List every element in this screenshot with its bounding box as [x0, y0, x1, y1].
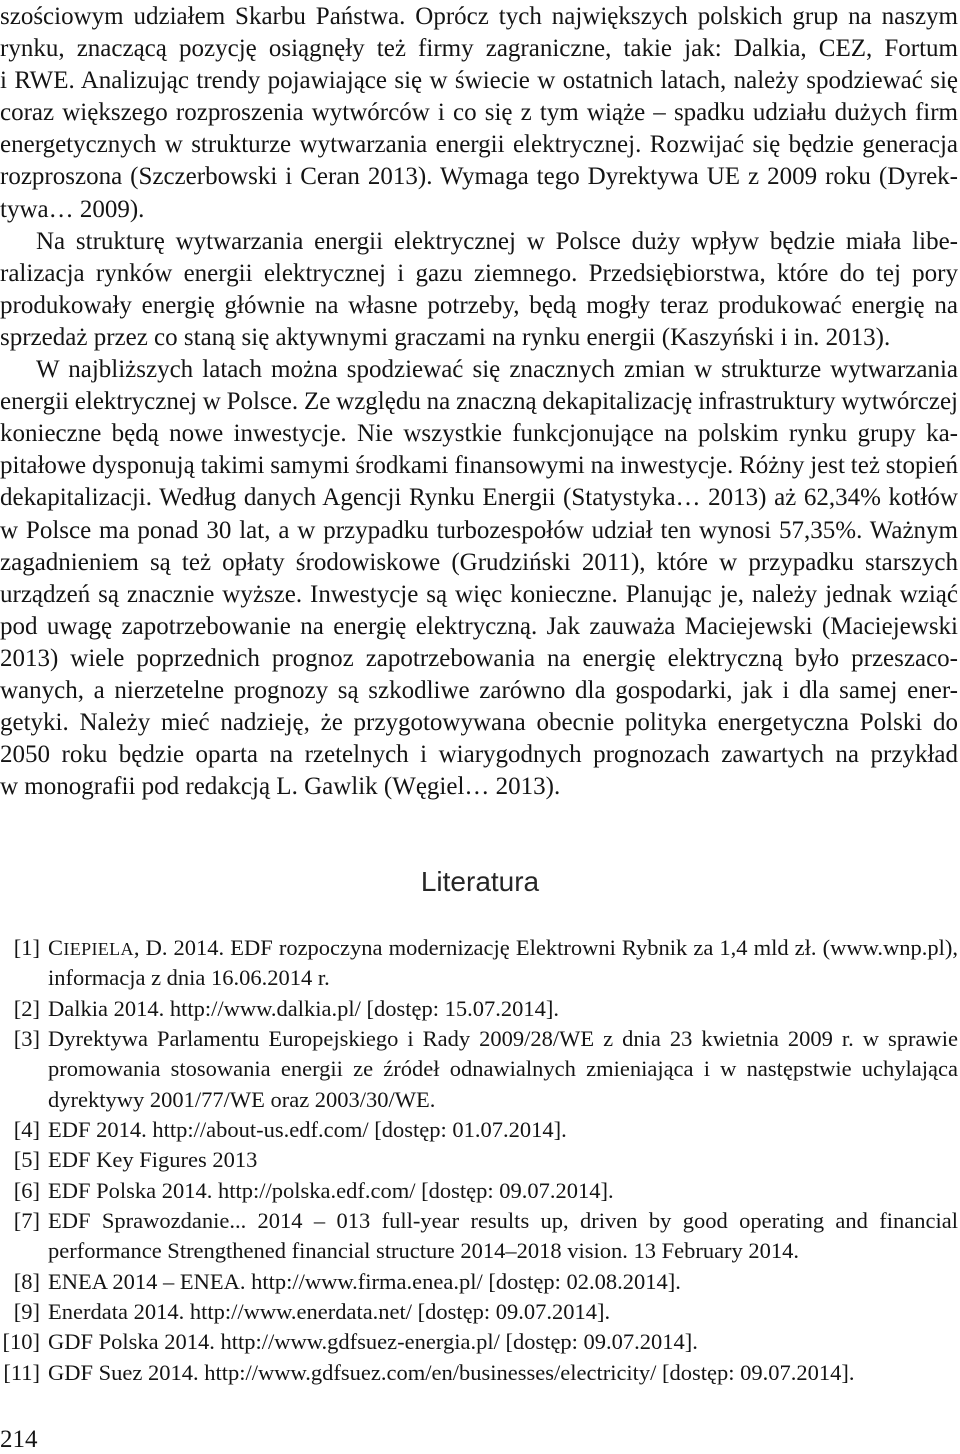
- body-line: energetycznych w strukturze wytwarzania energii elektrycznej. Rozwijać się będzie generacja: [0, 131, 958, 159]
- body-line: konieczne będą nowe inwestycje. Nie wszystkie funkcjonujące na polskim rynku grupy ka-: [0, 420, 958, 448]
- reference-line: [48, 1358, 958, 1388]
- reference-line-text: EDF Polska 2014. http://polska.edf.com/ [dostęp: 09.07.2014].: [48, 1177, 614, 1203]
- body-line: dekapitalizacji. Według danych Agencji Rynku Energii (Statystyka… 2013) aż 62,34% kotłów: [0, 484, 958, 512]
- reference-line: [48, 1085, 958, 1115]
- body-text: [0, 1, 958, 803]
- reference-text: [48, 1145, 958, 1175]
- reference-item: [0, 1145, 958, 1175]
- reference-line: [48, 1267, 958, 1297]
- reference-author: CIEPIELA: [48, 934, 134, 960]
- references-list: [0, 933, 958, 1388]
- body-line: 2050 roku będzie oparta na rzetelnych i wiarygodnych prognozach zawartych na przykład: [0, 741, 958, 769]
- body-line: getyki. Należy mieć nadzieję, że przygotowywana obecnie polityka energetyczna Polski do: [0, 709, 958, 737]
- body-line: W najbliższych latach można spodziewać się znacznych zmian w strukturze wytwarzania: [36, 356, 958, 384]
- reference-line: [48, 1327, 958, 1357]
- reference-line: [48, 1115, 958, 1145]
- reference-line-text: Enerdata 2014. http://www.enerdata.net/ [dostęp: 09.07.2014].: [48, 1299, 611, 1325]
- reference-line: [48, 1176, 958, 1206]
- reference-line: [48, 963, 958, 993]
- reference-line: [48, 994, 958, 1024]
- reference-number: [11]: [3, 1359, 40, 1385]
- reference-line: [48, 1297, 958, 1327]
- body-line: w Polsce ma ponad 30 lat, a w przypadku turbozespołów udział ten wynosi 57,35%. Ważnym: [0, 516, 958, 544]
- reference-item: [0, 1206, 958, 1267]
- reference-text: [48, 1024, 958, 1115]
- reference-number: [9]: [13, 1299, 40, 1325]
- reference-line-text: informacja z dnia 16.06.2014 r.: [48, 965, 330, 991]
- reference-text: [48, 1176, 958, 1206]
- reference-number: [1]: [13, 934, 40, 960]
- reference-line-text: , D. 2014. EDF rozpoczyna modernizację Elektrowni Rybnik za 1,4 mld zł. (www.wnp.pl),: [133, 934, 958, 960]
- body-line: ralizacja rynków energii elektrycznej i gazu ziemnego. Przedsiębiorstwa, które do tej pory: [0, 259, 958, 287]
- reference-number: [4]: [13, 1116, 40, 1142]
- reference-line-text: dyrektywy 2001/77/WE oraz 2003/30/WE.: [48, 1086, 436, 1112]
- reference-number: [5]: [13, 1147, 40, 1173]
- reference-line-text: Dyrektywa Parlamentu Europejskiego i Rady 2009/28/WE z dnia 23 kwietnia 2009 r. w sprawie: [48, 1025, 958, 1051]
- reference-item: [0, 1176, 958, 1206]
- reference-line: [48, 1024, 958, 1054]
- body-line: Na strukturę wytwarzania energii elektrycznej w Polsce duży wpływ będzie miała libe-: [36, 227, 958, 255]
- reference-text: [48, 1358, 958, 1388]
- references-heading: Literatura: [420, 866, 540, 897]
- paragraph: [0, 1, 958, 226]
- reference-text: [48, 933, 958, 994]
- reference-line-text: GDF Polska 2014. http://www.gdfsuez-energia.pl/ [dostęp: 09.07.2014].: [48, 1329, 698, 1355]
- reference-text: [48, 1297, 958, 1327]
- reference-item: [0, 1327, 958, 1357]
- body-line: w monografii pod redakcją L. Gawlik (Węgiel… 2013).: [0, 773, 561, 801]
- body-line: pitałowe dysponują takimi samymi środkami finansowymi na inwestycje. Różny jest też stopień: [0, 452, 958, 480]
- body-line: pod uwagę zapotrzebowanie na energię elektryczną. Jak zauważa Maciejewski (Maciejewski: [0, 612, 958, 640]
- reference-number: [3]: [13, 1025, 40, 1051]
- paragraph: [0, 226, 958, 354]
- reference-line-text: EDF 2014. http://about-us.edf.com/ [dostęp: 01.07.2014].: [48, 1116, 567, 1142]
- reference-line-text: EDF Key Figures 2013: [48, 1147, 258, 1173]
- reference-line: [48, 1236, 958, 1266]
- reference-item: [0, 1267, 958, 1297]
- body-line: wanych, a nierzetelne prognozy są szkodliwe zarówno dla gospodarki, jak i dla samej ener-: [0, 676, 958, 704]
- reference-line-text: performance Strengthened financial structure 2014–2018 vision. 13 February 2014.: [48, 1238, 800, 1264]
- reference-number: [8]: [13, 1268, 40, 1294]
- body-line: zagadnieniem są też opłaty środowiskowe (Grudziński 2011), które w przypadku starszych: [0, 548, 958, 576]
- reference-item: [0, 1297, 958, 1327]
- body-line: 2013) wiele poprzednich prognoz zapotrzebowania na energię elektryczną było przeszaco-: [0, 644, 958, 672]
- body-line: energii elektrycznej w Polsce. Ze względu na znaczną dekapitalizację infrastruktury wytwórczej: [0, 388, 958, 416]
- reference-line-text: promowania stosowania energii ze źródeł odnawialnych zmieniająca i w następstwie uchylająca: [48, 1056, 958, 1082]
- body-line: i RWE. Analizując trendy pojawiające się w świecie w ostatnich latach, należy spodziewać się: [0, 67, 958, 95]
- body-line: rozproszona (Szczerbowski i Ceran 2013). Wymaga tego Dyrektywa UE z 2009 roku (Dyrek-: [0, 163, 958, 191]
- reference-item: [0, 1024, 958, 1115]
- reference-item: [0, 1115, 958, 1145]
- body-line: coraz większego rozproszenia wytwórców i co się z tym wiąże – spadku udziału dużych firm: [0, 99, 958, 127]
- body-line: urządzeń są znacznie wyższe. Inwestycje są więc konieczne. Planując je, należy jednak wziąć: [0, 580, 958, 608]
- reference-item: [0, 933, 958, 994]
- reference-number: [2]: [13, 995, 40, 1021]
- reference-line-text: ENEA 2014 – ENEA. http://www.firma.enea.pl/ [dostęp: 02.08.2014].: [48, 1268, 681, 1294]
- reference-item: [0, 994, 958, 1024]
- reference-number: [10]: [2, 1329, 40, 1355]
- body-line: sprzedaż przez co staną się aktywnymi graczami na rynku energii (Kaszyński i in. 2013).: [0, 323, 891, 351]
- reference-line-text: EDF Sprawozdanie... 2014 – 013 full-year results up, driven by good operating and financial: [48, 1208, 958, 1234]
- reference-number: [7]: [13, 1208, 40, 1234]
- reference-line: [48, 1145, 958, 1175]
- reference-text: [48, 1115, 958, 1145]
- reference-line: [48, 1206, 958, 1236]
- reference-text: [48, 1267, 958, 1297]
- body-line: szościowym udziałem Skarbu Państwa. Oprócz tych największych polskich grup na naszym: [0, 3, 958, 30]
- reference-text: [48, 994, 958, 1024]
- reference-line: [48, 933, 958, 963]
- body-line: tywa… 2009).: [0, 195, 145, 223]
- paragraph: [0, 354, 958, 803]
- reference-number: [6]: [13, 1177, 40, 1203]
- page-number: 214: [0, 1426, 38, 1453]
- body-line: rynku, znaczącą pozycję osiągnęły też firmy zagraniczne, takie jak: Dalkia, CEZ, Fortum: [0, 35, 958, 63]
- reference-line: [48, 1054, 958, 1084]
- reference-text: [48, 1327, 958, 1357]
- reference-line-text: Dalkia 2014. http://www.dalkia.pl/ [dostęp: 15.07.2014].: [48, 995, 559, 1021]
- reference-line-text: GDF Suez 2014. http://www.gdfsuez.com/en/businesses/electricity/ [dostęp: 09.07.2014].: [48, 1359, 855, 1385]
- reference-item: [0, 1358, 958, 1388]
- body-line: produkowały energię głównie na własne potrzeby, będą mogły teraz produkować energię na: [0, 291, 958, 319]
- reference-text: [48, 1206, 958, 1267]
